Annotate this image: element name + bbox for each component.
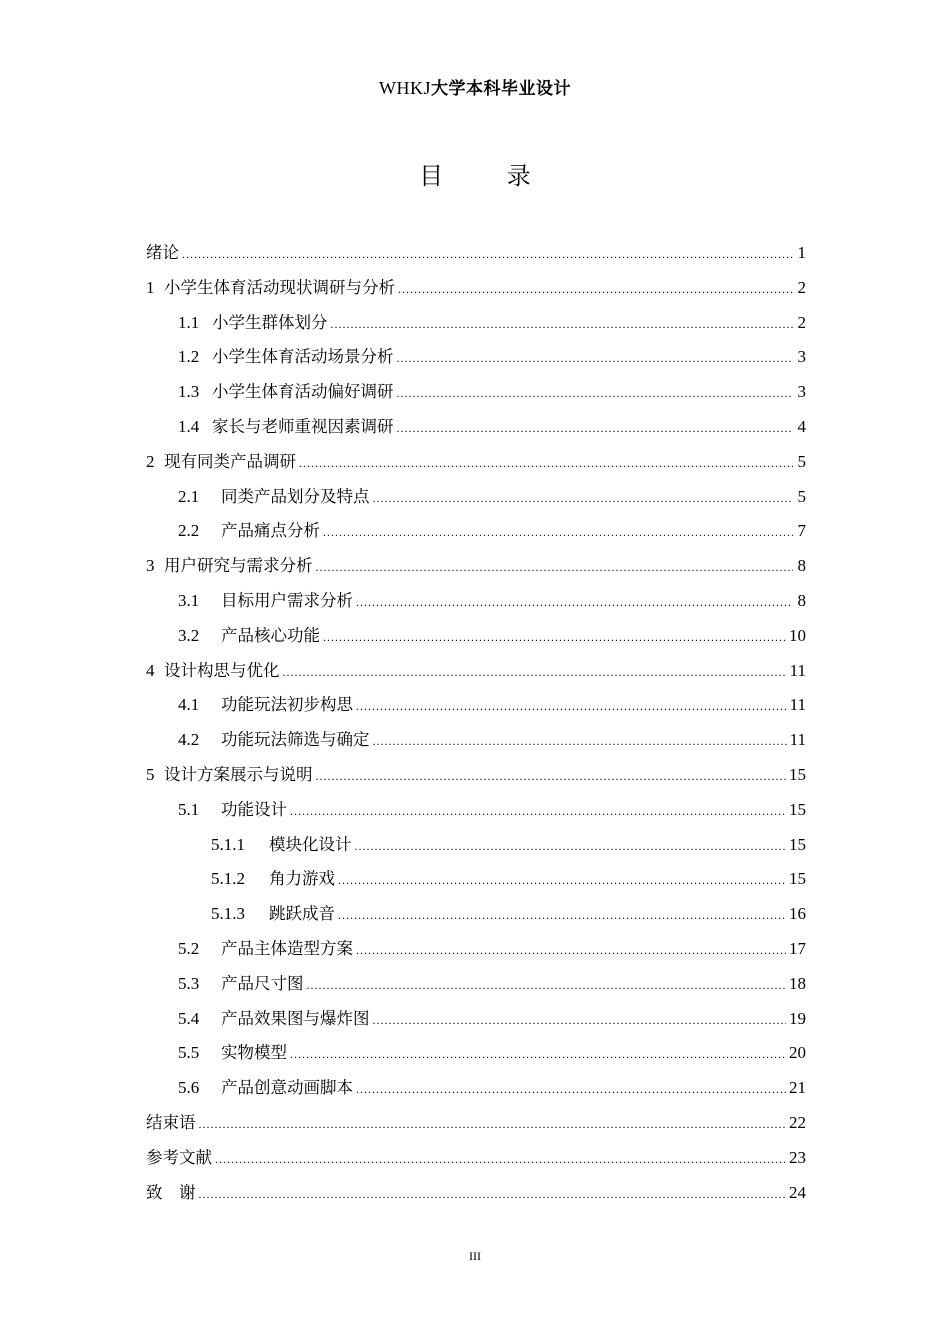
toc-entry-number: 1.1: [178, 312, 200, 332]
toc-entry-number: 2.2: [178, 521, 200, 541]
toc-entry-title: 小学生体育活动现状调研与分析: [164, 277, 395, 297]
toc-entry-number: 1.4: [178, 416, 200, 436]
toc-entry-page: 8: [797, 590, 806, 610]
toc-entry-title: 小学生体育活动偏好调研: [212, 382, 394, 402]
toc-entry-title: 绪论: [146, 243, 179, 262]
toc-entry-page: 2: [797, 312, 806, 332]
toc-entry[interactable]: [146, 271, 806, 306]
toc-entry-page: 24: [789, 1182, 806, 1202]
toc-entry-title: 角力游戏: [269, 869, 335, 889]
toc-entry[interactable]: [146, 828, 806, 863]
toc-entry-number: 4: [146, 660, 155, 680]
toc-entry-page: 4: [797, 416, 806, 436]
toc-entry-page: 19: [789, 1008, 806, 1028]
toc-entry[interactable]: [146, 723, 806, 758]
toc-entry-number: 3.1: [178, 590, 200, 610]
toc-entry-page: 23: [789, 1147, 806, 1167]
toc-entry-number: 5.1: [178, 799, 200, 819]
toc-leader-dots: [397, 376, 794, 411]
toc-leader-dots: [307, 968, 787, 1003]
toc-entry-page: 3: [797, 382, 806, 402]
toc-entry-title: 产品创意动画脚本: [221, 1078, 353, 1098]
toc-entry[interactable]: [146, 1141, 806, 1176]
toc-entry-number: 4.2: [178, 730, 200, 750]
toc-entry[interactable]: [146, 758, 806, 793]
toc-entry-page: 21: [789, 1078, 806, 1098]
toc-entry-title: 模块化设计: [269, 834, 352, 854]
toc-leader-dots: [283, 655, 787, 690]
toc-leader-dots: [316, 550, 794, 585]
toc-entry[interactable]: [146, 584, 806, 619]
toc-entry-number: 5.2: [178, 938, 200, 958]
toc-entry[interactable]: [146, 1071, 806, 1106]
toc-entry-title: 跳跃成音: [269, 904, 335, 924]
toc-entry-title: 产品痛点分析: [221, 521, 320, 541]
page-number: III: [469, 1249, 481, 1263]
toc-entry-title: 设计方案展示与说明: [164, 764, 313, 784]
toc-entry-title: 产品效果图与爆炸图: [221, 1008, 370, 1028]
toc-leader-dots: [199, 1177, 787, 1212]
toc-leader-dots: [338, 863, 786, 898]
toc-entry-title: 家长与老师重视因素调研: [212, 416, 394, 436]
toc-entry-number: 1: [146, 277, 155, 297]
toc-leader-dots: [290, 1037, 786, 1072]
toc-entry-title: 用户研究与需求分析: [164, 556, 313, 576]
toc-entry-page: 17: [789, 938, 806, 958]
toc-entry[interactable]: [146, 445, 806, 480]
toc-leader-dots: [397, 411, 794, 446]
toc-entry[interactable]: [146, 619, 806, 654]
toc-entry-page: 11: [789, 660, 806, 680]
toc-entry[interactable]: [146, 897, 806, 932]
toc-entry-page: 22: [789, 1112, 806, 1132]
toc-entry[interactable]: [146, 1176, 806, 1211]
toc-entry-title: 小学生群体划分: [212, 312, 328, 332]
toc-leader-dots: [398, 272, 793, 307]
table-of-contents: [146, 236, 806, 1210]
toc-entry-number: 3: [146, 556, 155, 576]
toc-leader-dots: [299, 446, 793, 481]
toc-entry-page: 20: [789, 1043, 806, 1063]
toc-entry-title: 致 谢: [146, 1182, 196, 1202]
toc-entry-number: 3.2: [178, 625, 200, 645]
toc-leader-dots: [356, 689, 787, 724]
toc-entry[interactable]: [146, 932, 806, 967]
toc-leader-dots: [215, 1142, 786, 1177]
toc-entry-title: 参考文献: [146, 1147, 212, 1167]
toc-entry-page: 11: [789, 730, 806, 750]
toc-entry-page: 3: [797, 347, 806, 367]
toc-entry-number: 5.5: [178, 1043, 200, 1063]
toc-entry-title: 同类产品划分及特点: [221, 486, 370, 506]
page-header: [0, 74, 950, 99]
toc-entry-page: 8: [797, 556, 806, 576]
toc-leader-dots: [397, 341, 794, 376]
toc-leader-dots: [356, 933, 786, 968]
toc-entry-title: 目标用户需求分析: [221, 590, 353, 610]
toc-entry[interactable]: [146, 1036, 806, 1071]
toc-entry-number: 5.1.2: [211, 869, 245, 889]
toc-entry-title: 设计构思与优化: [164, 660, 280, 680]
toc-entry-number: 1.2: [178, 347, 200, 367]
toc-entry-title: 功能玩法筛选与确定: [221, 730, 370, 750]
toc-entry-title: 产品核心功能: [221, 625, 320, 645]
toc-entry-number: 5.3: [178, 973, 200, 993]
toc-entry[interactable]: [146, 549, 806, 584]
toc-entry-number: 1.3: [178, 382, 200, 402]
toc-entry[interactable]: [146, 410, 806, 445]
toc-entry-title: 功能玩法初步构思: [221, 695, 353, 715]
toc-entry-title: 现有同类产品调研: [164, 451, 296, 471]
toc-entry-page: 15: [789, 764, 806, 784]
toc-leader-dots: [323, 620, 786, 655]
toc-leader-dots: [331, 307, 794, 342]
toc-leader-dots: [199, 1107, 787, 1142]
toc-entry-title: 实物模型: [221, 1043, 287, 1063]
toc-entry-number: 2.1: [178, 486, 200, 506]
toc-entry-page: 5: [797, 451, 806, 471]
toc-entry[interactable]: [146, 688, 806, 723]
toc-entry-title: 结束语: [146, 1112, 196, 1132]
toc-leader-dots: [356, 1072, 786, 1107]
toc-leader-dots: [373, 1003, 787, 1038]
toc-leader-dots: [316, 759, 787, 794]
toc-entry-number: 5: [146, 764, 155, 784]
toc-entry-page: 10: [789, 625, 806, 645]
toc-entry-number: 5.6: [178, 1078, 200, 1098]
toc-entry[interactable]: [146, 793, 806, 828]
toc-entry-number: 5.4: [178, 1008, 200, 1028]
toc-entry-title: 产品主体造型方案: [221, 938, 353, 958]
toc-entry[interactable]: [146, 236, 806, 271]
toc-entry-page: 18: [789, 973, 806, 993]
toc-entry-number: 2: [146, 451, 155, 471]
toc-entry[interactable]: [146, 967, 806, 1002]
toc-entry-page: 15: [789, 799, 806, 819]
toc-leader-dots: [356, 585, 793, 620]
toc-entry[interactable]: [146, 1002, 806, 1037]
toc-entry[interactable]: [146, 480, 806, 515]
toc-entry-title: 功能设计: [221, 799, 287, 819]
toc-entry-page: 11: [789, 695, 806, 715]
toc-leader-dots: [373, 724, 787, 759]
toc-leader-dots: [373, 481, 794, 516]
toc-entry[interactable]: [146, 340, 806, 375]
toc-entry-number: 5.1.1: [211, 834, 245, 854]
toc-entry-number: 5.1.3: [211, 904, 245, 924]
toc-leader-dots: [290, 794, 786, 829]
toc-entry-page: 1: [797, 243, 806, 262]
toc-entry[interactable]: [146, 514, 806, 549]
toc-leader-dots: [323, 515, 793, 550]
toc-entry[interactable]: [146, 654, 806, 689]
toc-entry[interactable]: [146, 306, 806, 341]
toc-entry-page: 16: [789, 904, 806, 924]
toc-entry[interactable]: [146, 862, 806, 897]
header-chinese: 大学本科毕业设计: [431, 79, 571, 99]
toc-entry-page: 7: [797, 521, 806, 541]
page-title: 目 录: [419, 162, 559, 190]
toc-leader-dots: [355, 829, 787, 864]
toc-entry-page: 15: [789, 869, 806, 889]
toc-entry[interactable]: [146, 1106, 806, 1141]
header-latin: WHKJ: [379, 78, 431, 98]
toc-entry-title: 产品尺寸图: [221, 973, 304, 993]
toc-entry-page: 2: [797, 277, 806, 297]
toc-leader-dots: [338, 898, 786, 933]
toc-leader-dots: [182, 237, 793, 272]
toc-entry[interactable]: [146, 375, 806, 410]
toc-entry-title: 小学生体育活动场景分析: [212, 347, 394, 367]
toc-entry-page: 15: [789, 834, 806, 854]
toc-entry-page: 5: [797, 486, 806, 506]
toc-entry-number: 4.1: [178, 695, 200, 715]
